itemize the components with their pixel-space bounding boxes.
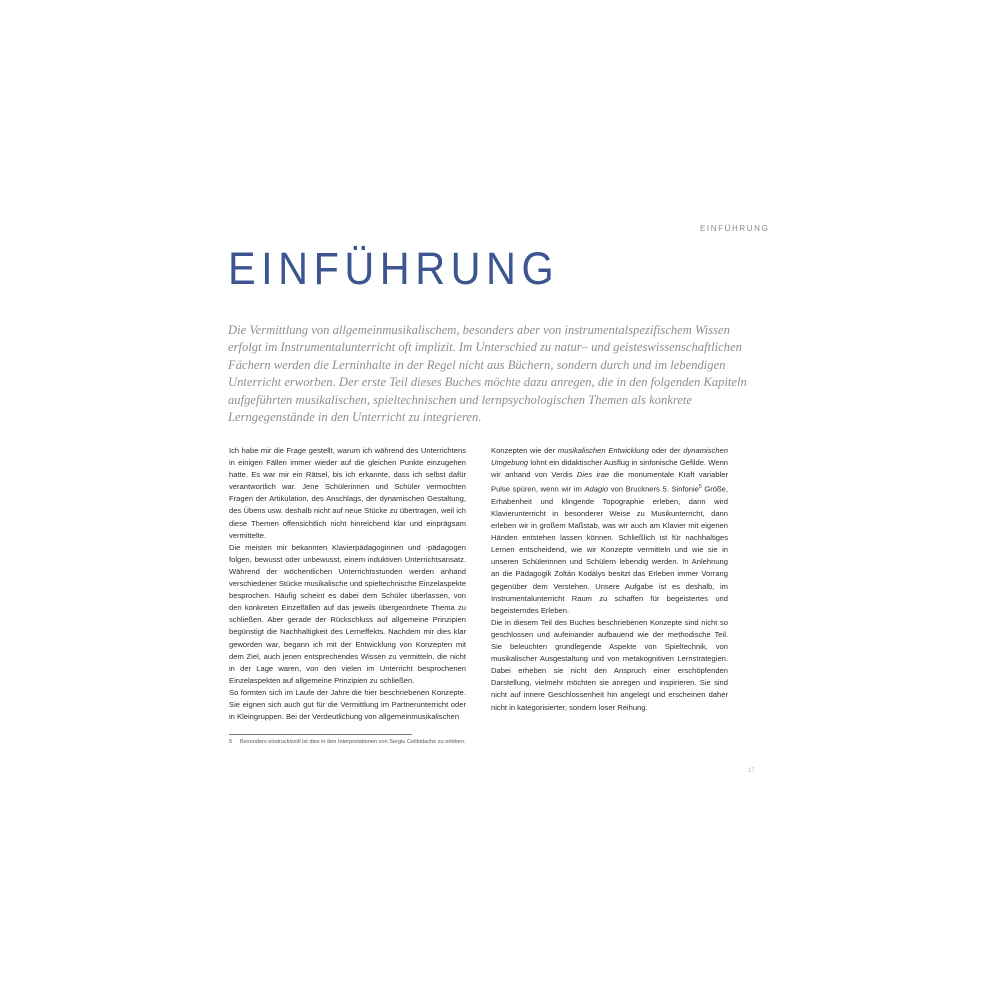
emphasis-text: Adagio [584, 484, 609, 494]
body-column-right [491, 445, 728, 714]
footnote-divider [229, 734, 412, 735]
chapter-title: EINFÜHRUNG [228, 243, 560, 294]
text-run: von Bruckners 5. Sinfonie [608, 484, 699, 494]
body-paragraph: Die in diesem Teil des Buches beschriebenen Konzepte sind nicht so geschlossen und aufeinander aufbauend wie der methodische Teil. Sie beleuchten grundlegende Aspekte von Spieltechnik, von musikalischer Ausgestaltung und von metakognitiven Lernstrategien. Dabei erheben sie nicht den Anspruch einer erschöpfenden Darstellung, vielmehr möchten sie anregen und inspirieren. Sie sind nicht auf innere Geschlossenheit hin angelegt und erscheinen daher nicht in kategorisierter, sondern loser Reihung. [491, 617, 728, 712]
text-run: Größe, Erhabenheit und klingende Topographie erleben, dann wird Klavierunterricht in besonderer Weise zu Musikunterricht, dann erleben wir in großem Maßstab, was wir auch am Klavier mit eigenen Händen entstehen lassen können. Schließlich ist für nachhaltiges Lernen entscheidend, wie wir Konzepte vermitteln und wie sie in unseren Schülerinnen und Schülern lebendig werden. In Anlehnung an die Pädagogik Zoltán Kodálys besitzt das Erleben immer Vorrang gegenüber dem Verstehen. Unsere Aufgabe ist es deshalb, im Instrumentalunterricht Raum zu schaffen für begeistertes und begeisterndes Erleben. [491, 484, 728, 615]
footnote-reference[interactable]: 5 [698, 484, 702, 491]
footnote-number: 5 [229, 739, 233, 745]
emphasis-text: musikalischen Entwicklung [557, 446, 649, 455]
body-paragraph: Ich habe mir die Frage gestellt, warum ich während des Unterrichtens in einigen Fällen immer wieder auf die gleichen Punkte einzugehen hatte. Es war mir ein Rätsel, bis ich erkannte, dass ich selbst dafür verantwortlich war. Jene Schülerinnen und Schüler vermochten Fragen der Artikulation, des Anschlags, der dynamischen Gestaltung, des Übens usw. deshalb nicht auf neue Stücke zu übertragen, weil ich diese Themen offensichtlich nicht hinreichend klar und einprägsam vermittelte. [229, 446, 466, 540]
text-run: die monumentale Kraft variabler Pulse spüren, wenn wir im [491, 470, 729, 494]
emphasis-text: dynamischen Umgebung [491, 446, 728, 468]
footnote [229, 739, 529, 745]
body-paragraph: Die meisten mir bekannten Klavierpädagoginnen und -pädagogen folgen, bewusst oder unbewusst, einem induktiven Unterrichtsansatz. Während der wöchentlichen Unterrichtsstunden werden anhand verschiedener Stücke musikalische und spieltechnische Einzelaspekte besprochen. Häufig scheint es dabei dem Schüler überlassen, von den konkreten Einzelfällen auf das jeweils übergeordnete Thema zu schließen. Aber gerade der Rückschluss auf allgemeine Prinzipien begünstigt die Nachhaltigkeit des Lerneffekts. Nachdem mir dies klar geworden war, begann ich mit der Entwicklung von Konzepten mit dem Ziel, auch jenen entsprechendes Wissen zu vermitteln, die nicht in der Lage waren, von den vielen im Unterricht besprochenen Einzelaspekten auf allgemeine Prinzipien zu schließen. [229, 542, 466, 685]
body-column-left [229, 445, 466, 723]
page-number: 17 [748, 768, 755, 774]
body-paragraph [491, 445, 728, 617]
text-run: oder der [648, 446, 684, 455]
text-run: lohnt ein didaktischer Ausflug in sinfonische Gefilde. Wenn wir anhand von Verdis [491, 458, 728, 480]
text-run: Konzepten wie der [491, 446, 558, 455]
emphasis-text: Dies irae [576, 470, 610, 480]
running-head: EINFÜHRUNG [700, 224, 770, 233]
body-paragraph: So formten sich im Laufe der Jahre die hier beschriebenen Konzepte. Sie eignen sich auch gut für die Vermittlung im Partnerunterricht oder in Kleingruppen. Bei der Verdeutlichung von allgemeinmusikalischen [229, 687, 466, 722]
footnote-text: Besonders eindrucksvoll ist dies in den Interpretationen von Sergiu Celibidache zu erleben. [240, 739, 466, 745]
lead-paragraph: Die Vermittlung von allgemeinmusikalischem, besonders aber von instrumentalspezifischem Wissen erfolgt im Instrumentalunterricht oft implizit. Im Unterschied zu natur– und geisteswissenschaftlichen Fächern werden die Lerninhalte in der Regel nicht aus Büchern, sondern durch und im lebendigen Unterricht erworben. Der erste Teil dieses Buches möchte dazu anregen, die in den folgenden Kapiteln aufgeführten musikalischen, spieltechnischen und lernpsychologischen Themen als konkrete Lerngegenstände in den Unterricht zu integrieren. [228, 323, 747, 425]
